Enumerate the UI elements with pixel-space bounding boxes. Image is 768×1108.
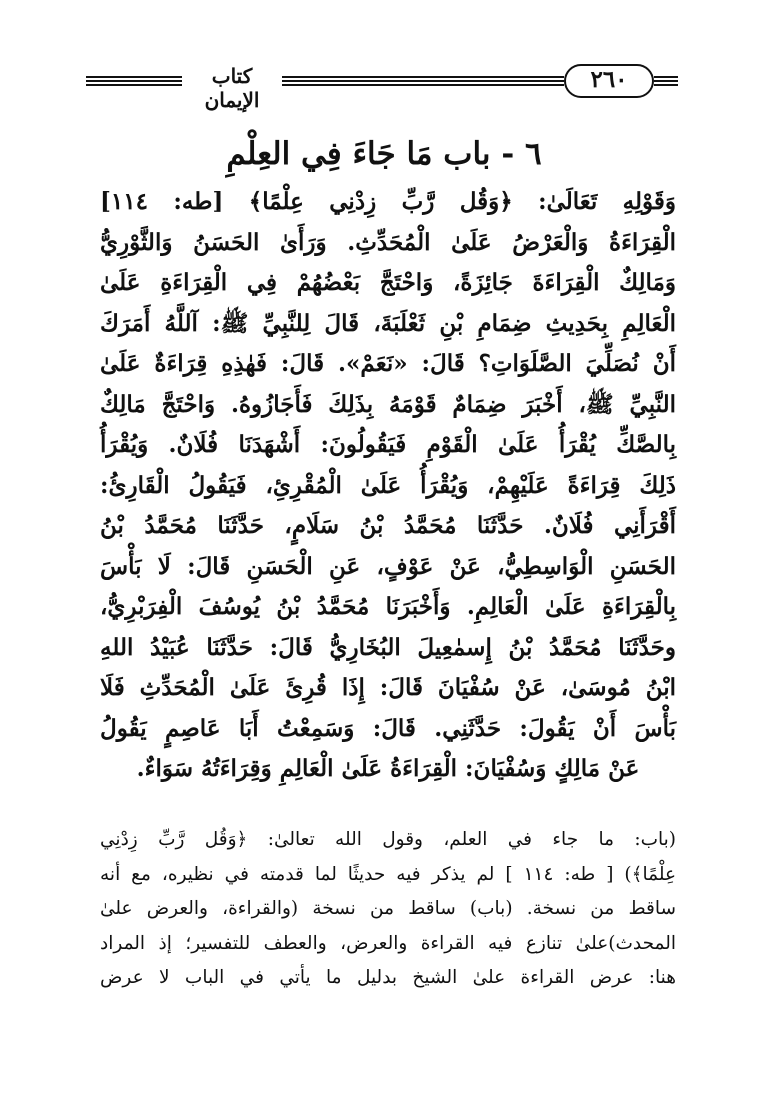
text-line: وَقَوْلِهِ تَعَالَىٰ: ﴿وَقُل رَّبِّ زِدْنِي عِلْمًا﴾ [طه: ١١٤] (100, 188, 676, 215)
text-line: ابْنُ مُوسَىٰ، عَنْ سُفْيَانَ قَالَ: إِذَا قُرِئَ عَلَىٰ الْمُحَدِّثِ فَلَا (100, 674, 676, 701)
commentary-line: عِلْمًا﴾) [ طه: ١١٤ ] لم يذكر فيه حديثًا لما قدمته في نظيره، مع أنه (100, 863, 676, 885)
text-line: أَنْ نُصَلِّيَ الصَّلَوَاتِ؟ قَالَ: «نَعَمْ». قَالَ: فَهٰذِهِ قِرَاءَةٌ عَلَىٰ (100, 350, 676, 377)
commentary-line: هنا: عرض القراءة علىٰ الشيخ بدليل ما يأتي في الباب لا عرض (100, 967, 676, 988)
text-line: ذَلِكَ قِرَاءَةً عَلَيْهِمْ، وَيُقْرَأُ عَلَىٰ الْمُقْرِئِ، فَيَقُولُ الْقَارِئُ: (100, 471, 676, 499)
text-line: أَقْرَأَنِي فُلَانٌ. حَدَّثَنَا مُحَمَّدُ بْنُ سَلَامٍ، حَدَّثَنَا مُحَمَّدُ بْنُ (100, 512, 676, 539)
page-number: ٢٦٠ (564, 64, 654, 98)
hadith-text (100, 182, 676, 790)
text-line: الْقِرَاءَةُ وَالْعَرْضُ عَلَىٰ الْمُحَدِّثِ. وَرَأَىٰ الحَسَنُ وَالثَّوْرِيُّ (100, 228, 676, 256)
chapter-title: ٦ - باب مَا جَاءَ فِي العِلْمِ (226, 136, 542, 172)
text-line: بِالصَّكِّ يُقْرَأُ عَلَىٰ الْقَوْمِ فَيَقُولُونَ: أَشْهَدَنَا فُلَانٌ. وَيُقْرَأُ (100, 431, 676, 458)
commentary-text (100, 823, 676, 996)
header-rule-middle (282, 76, 564, 86)
text-line: وحَدَّثَنَا مُحَمَّدُ بْنُ إِسمٰعِيلَ البُخَارِيُّ قَالَ: حَدَّثَنَا عُبَيْدُ اللهِ (100, 633, 676, 661)
header-rule-right (654, 76, 678, 86)
commentary-line: (باب: ما جاء في العلم، وقول الله تعالىٰ: ﴿وَقُل رَّبِّ زِدْنِي (100, 829, 676, 850)
text-line: النَّبِيِّ ﷺ، أَخْبَرَ ضِمَامٌ قَوْمَهُ بِذَلِكَ فَأَجَازُوهُ. وَاحْتَجَّ مَالِكٌ (100, 390, 676, 418)
text-line: عَنْ مَالِكٍ وَسُفْيَانَ: الْقِرَاءَةُ عَلَىٰ الْعَالِمِ وَقِرَاءَتُهُ سَوَاءٌ. (136, 755, 640, 782)
text-line: بَأْسَ أَنْ يَقُولَ: حَدَّثَنِي. قَالَ: وَسَمِعْتُ أَبَا عَاصِمٍ يَقُولُ (100, 714, 676, 742)
text-line: الحَسَنِ الْوَاسِطِيُّ، عَنْ عَوْفٍ، عَنِ الْحَسَنِ قَالَ: لَا بَأْسَ (100, 552, 676, 580)
header-rule-left (86, 76, 182, 86)
text-line: بِالْقِرَاءَةِ عَلَىٰ الْعَالِمِ. وَأَخْبَرَنَا مُحَمَّدُ بْنُ يُوسُفَ الْفِرَبْرِيُّ، (100, 593, 676, 620)
text-line: الْعَالِمِ بِحَدِيثِ ضِمَامِ بْنِ ثَعْلَبَةَ، قَالَ لِلنَّبِيِّ ﷺ: آللَّهُ أَمَرَكَ (100, 309, 676, 337)
page-header (86, 62, 678, 110)
commentary-line: ساقط من نسخة. (باب) ساقط من نسخة (والقراءة، والعرض علىٰ (100, 898, 676, 919)
text-line: وَمَالِكٌ الْقِرَاءَةَ جَائِزَةً، وَاحْتَجَّ بَعْضُهُمْ فِي الْقِرَاءَةِ عَلَىٰ (100, 269, 676, 296)
running-title: كتاب الإيمان (204, 64, 260, 112)
commentary-line: المحدث)علىٰ تنازع فيه القراءة والعرض، والعطف للتفسير؛ إذ المراد (100, 932, 676, 954)
